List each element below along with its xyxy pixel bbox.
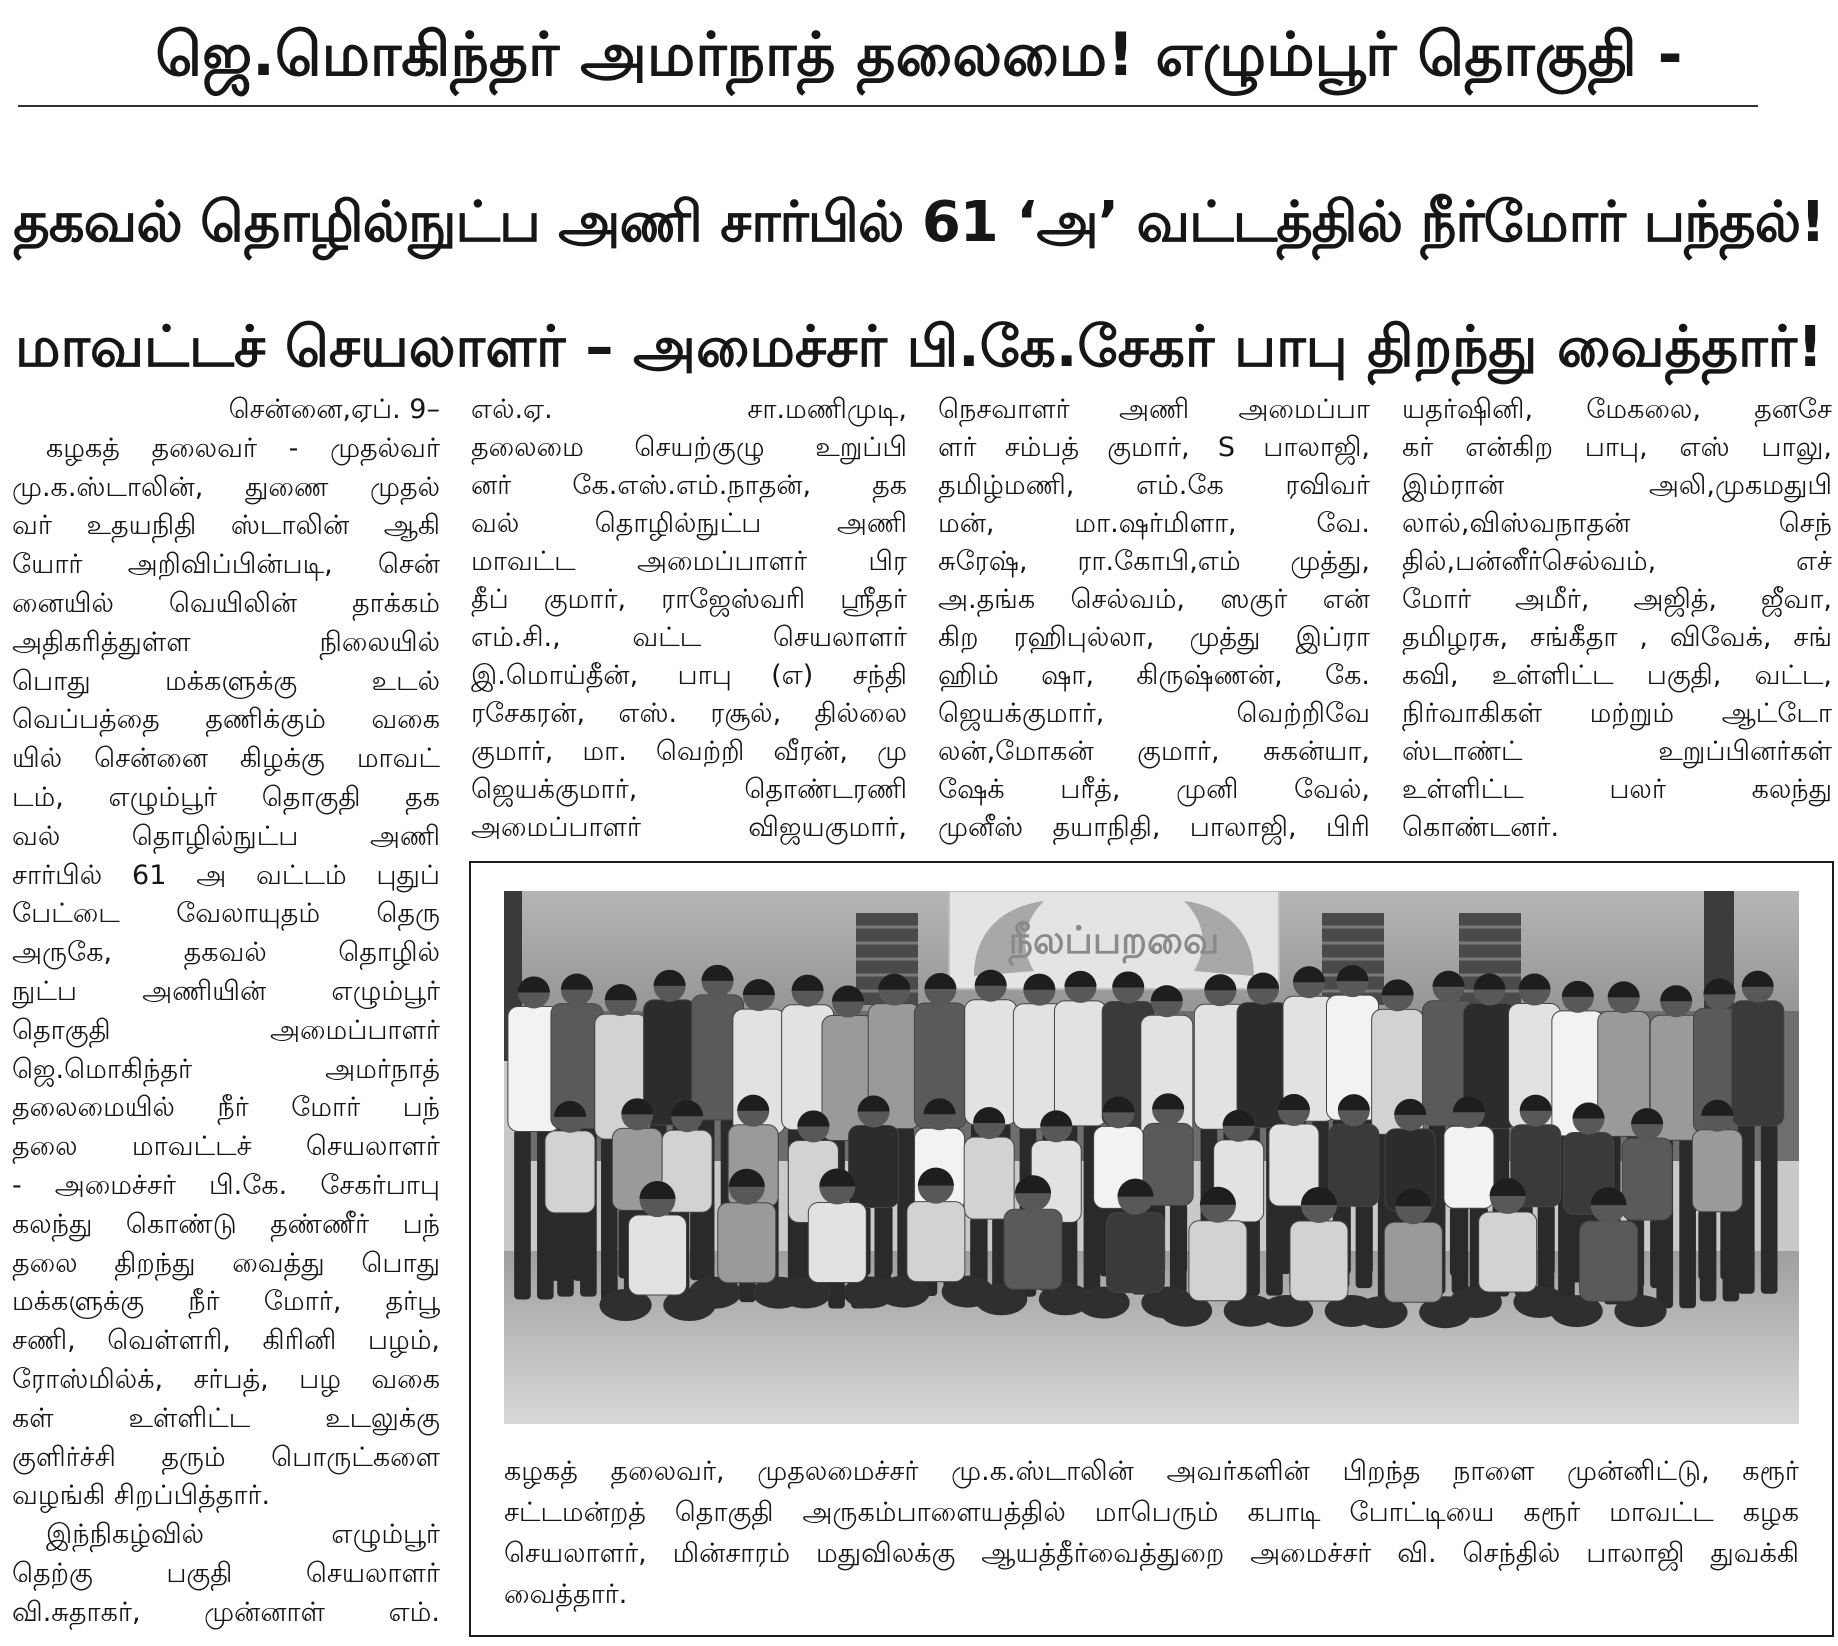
article-line: குமார், மா. வெற்றி வீரன், மு [471,736,907,767]
headline-rule [18,105,1758,107]
article-column-3 [938,391,1370,847]
article-line: - அமைச்சர் பி.கே. சேகர்பாபு [12,1169,440,1201]
article-line: தலை மாவட்டச் செயலாளர் [12,1131,440,1163]
article-line: தலைமையில் நீர் மோர் பந் [12,1092,440,1124]
article-line: பொது மக்களுக்கு உடல் [12,665,440,697]
caption-line: சட்டமன்றத் தொகுதி அருகம்பாளையத்தில் மாபெரும் கபாடி போட்டியை கரூர் மாவட்ட கழக [504,1497,1799,1528]
article-line: நுட்ப அணியின் எழும்பூர் [12,975,440,1007]
article-line: தலைமை செயற்குழு உறுப்பி [471,432,907,463]
article-line: கவி, உள்ளிட்ட பகுதி, வட்ட, [1402,660,1832,691]
article-line: இம்ரான் அலி,முகமதுபி [1402,470,1832,501]
main-headline: தகவல் தொழில்நுட்ப அணி சார்பில் 61 ‘அ’ வட்டத்தில் நீர்மோர் பந்தல்! [13,190,1825,255]
article-line: சணி, வெள்ளரி, கிரினி பழம், [12,1325,440,1357]
article-line: தலை திறந்து வைத்து பொது [12,1247,440,1279]
article-line: மோர் அமீர், அஜித், ஜீவா, [1402,584,1832,615]
article-line: ஜெ.மொகிந்தர் அமர்நாத் [12,1053,440,1085]
article-line: அமைப்பாளர் விஜயகுமார், [471,812,907,843]
article-line: அதிகரித்துள்ள நிலையில் [12,626,440,658]
article-line: ஜெயக்குமார், தொண்டரணி [471,774,907,805]
article-line: நெசவாளர் அணி அமைப்பா [938,394,1370,425]
article-line: கள் உள்ளிட்ட உடலுக்கு [12,1402,440,1434]
article-line: மு.க.ஸ்டாலின், துணை முதல் [12,471,440,503]
article-line: சுரேஷ், ரா.கோபி,எம் முத்து, [938,546,1370,577]
article-line: எல்.ஏ. சா.மணிமுடி, [471,394,907,425]
article-line: ளர் சம்பத் குமார், S பாலாஜி, [938,432,1370,463]
photo-banner-text: நீலப்பறவை [1008,918,1220,962]
article-line: னர் கே.எஸ்.எம்.நாதன், தக [471,470,907,501]
article-line: குளிர்ச்சி தரும் பொருட்களை [12,1441,440,1473]
article-line: முனீஸ் தயாநிதி, பாலாஜி, பிரி [938,812,1370,843]
article-line: இ.மொய்தீன், பாபு (எ) சந்தி [471,660,907,691]
article-line: ஜெயக்குமார், வெற்றிவே [938,698,1370,729]
article-line: லன்,மோகன் குமார், சுகன்யா, [938,736,1370,767]
article-line: வெப்பத்தை தணிக்கும் வகை [12,704,440,736]
article-column-4 [1402,391,1832,847]
article-line: யதர்ஷினி, மேகலை, தனசே [1402,394,1832,425]
article-line: தமிழ்மணி, எம்.கே ரவிவர் [938,470,1370,501]
article-line: வழங்கி சிறப்பித்தார். [12,1480,271,1512]
photo-caption [504,1451,1799,1615]
article-line: பேட்டை வேலாயுதம் தெரு [12,898,440,930]
article-line: வல் தொழில்நுட்ப அணி [471,508,907,539]
group-photo [504,891,1799,1424]
article-line: அருகே, தகவல் தொழில் [12,937,440,969]
article-line: லால்,விஸ்வநாதன் செந் [1402,508,1832,539]
article-line: ஸ்டாண்ட் உறுப்பினர்கள் [1402,736,1832,767]
article-line: டம், எழும்பூர் தொகுதி தக [12,781,440,813]
article-line: வி.சுதாகர், முன்னாள் எம். [12,1596,440,1628]
caption-line: கழகத் தலைவர், முதலமைச்சர் மு.க.ஸ்டாலின் அவர்களின் பிறந்த நாளை முன்னிட்டு, கரூர் [504,1456,1799,1487]
article-line: மக்களுக்கு நீர் மோர், தர்பூ [12,1286,440,1318]
article-line: வர் உதயநிதி ஸ்டாலின் ஆகி [12,510,440,542]
article-line: ஹிம் ஷா, கிருஷ்ணன், கே. [938,660,1370,691]
article-line: கர் என்கிற பாபு, எஸ் பாலு, [1402,432,1832,463]
article-line: தெற்கு பகுதி செயலாளர் [12,1557,440,1589]
article-line: எம்.சி., வட்ட செயலாளர் [471,622,907,653]
article-line: கழகத் தலைவர் - முதல்வர் [46,432,440,464]
article-column-1 [12,391,440,1633]
article-line: இந்நிகழ்வில் எழும்பூர் [46,1519,440,1551]
article-line: யோர் அறிவிப்பின்படி, சென் [12,549,440,581]
article-line: தொகுதி அமைப்பாளர் [12,1014,440,1046]
sub-headline: மாவட்டச் செயலாளர் – அமைச்சர் பி.கே.சேகர் பாபு திறந்து வைத்தார்! [15,315,1823,380]
article-line: தில்,பன்னீர்செல்வம், எச் [1402,546,1832,577]
article-line: தீப் குமார், ராஜேஸ்வரி ஸ்ரீதர் [471,584,907,615]
article-line: னையில் வெயிலின் தாக்கம் [12,587,440,619]
article-line: சார்பில் 61 அ வட்டம் புதுப் [12,859,440,891]
article-line: வல் தொழில்நுட்ப அணி [12,820,440,852]
article-line: ரோஸ்மில்க், சர்பத், பழ வகை [12,1363,440,1395]
article-column-2 [471,391,907,847]
article-line: கொண்டனர். [1402,812,1560,843]
article-line: அ.தங்க செல்வம், ஸகுர் என் [938,584,1370,615]
article-line: சென்னை,ஏப். 9– [228,394,440,425]
kicker-headline: ஜெ.மொகிந்தர் அமர்நாத் தலைமை! எழும்பூர் தொகுதி - [155,20,1683,90]
article-line: கிற ரஹிபுல்லா, முத்து இப்ரா [938,622,1370,653]
article-line: யில் சென்னை கிழக்கு மாவட் [12,743,440,775]
caption-line: வைத்தார். [504,1579,628,1610]
photo-crowd [508,965,1784,1328]
caption-line: செயலாளர், மின்சாரம் மதுவிலக்கு ஆயத்தீர்வைத்துறை அமைச்சர் வி. செந்தில் பாலாஜி துவக்கி [504,1538,1799,1569]
article-line: ஷேக் பரீத், முனி வேல், [938,774,1370,805]
article-line: நிர்வாகிகள் மற்றும் ஆட்டோ [1402,698,1832,729]
article-line: கலந்து கொண்டு தண்ணீர் பந் [12,1208,440,1240]
article-line: மன், மா.ஷர்மிளா, வே. [938,508,1370,539]
article-line: ரசேகரன், எஸ். ரசூல், தில்லை [471,698,907,729]
article-line: உள்ளிட்ட பலர் கலந்து [1402,774,1832,805]
article-line: தமிழரசு, சங்கீதா , விவேக், சங் [1402,622,1832,653]
article-line: மாவட்ட அமைப்பாளர் பிர [471,546,907,577]
